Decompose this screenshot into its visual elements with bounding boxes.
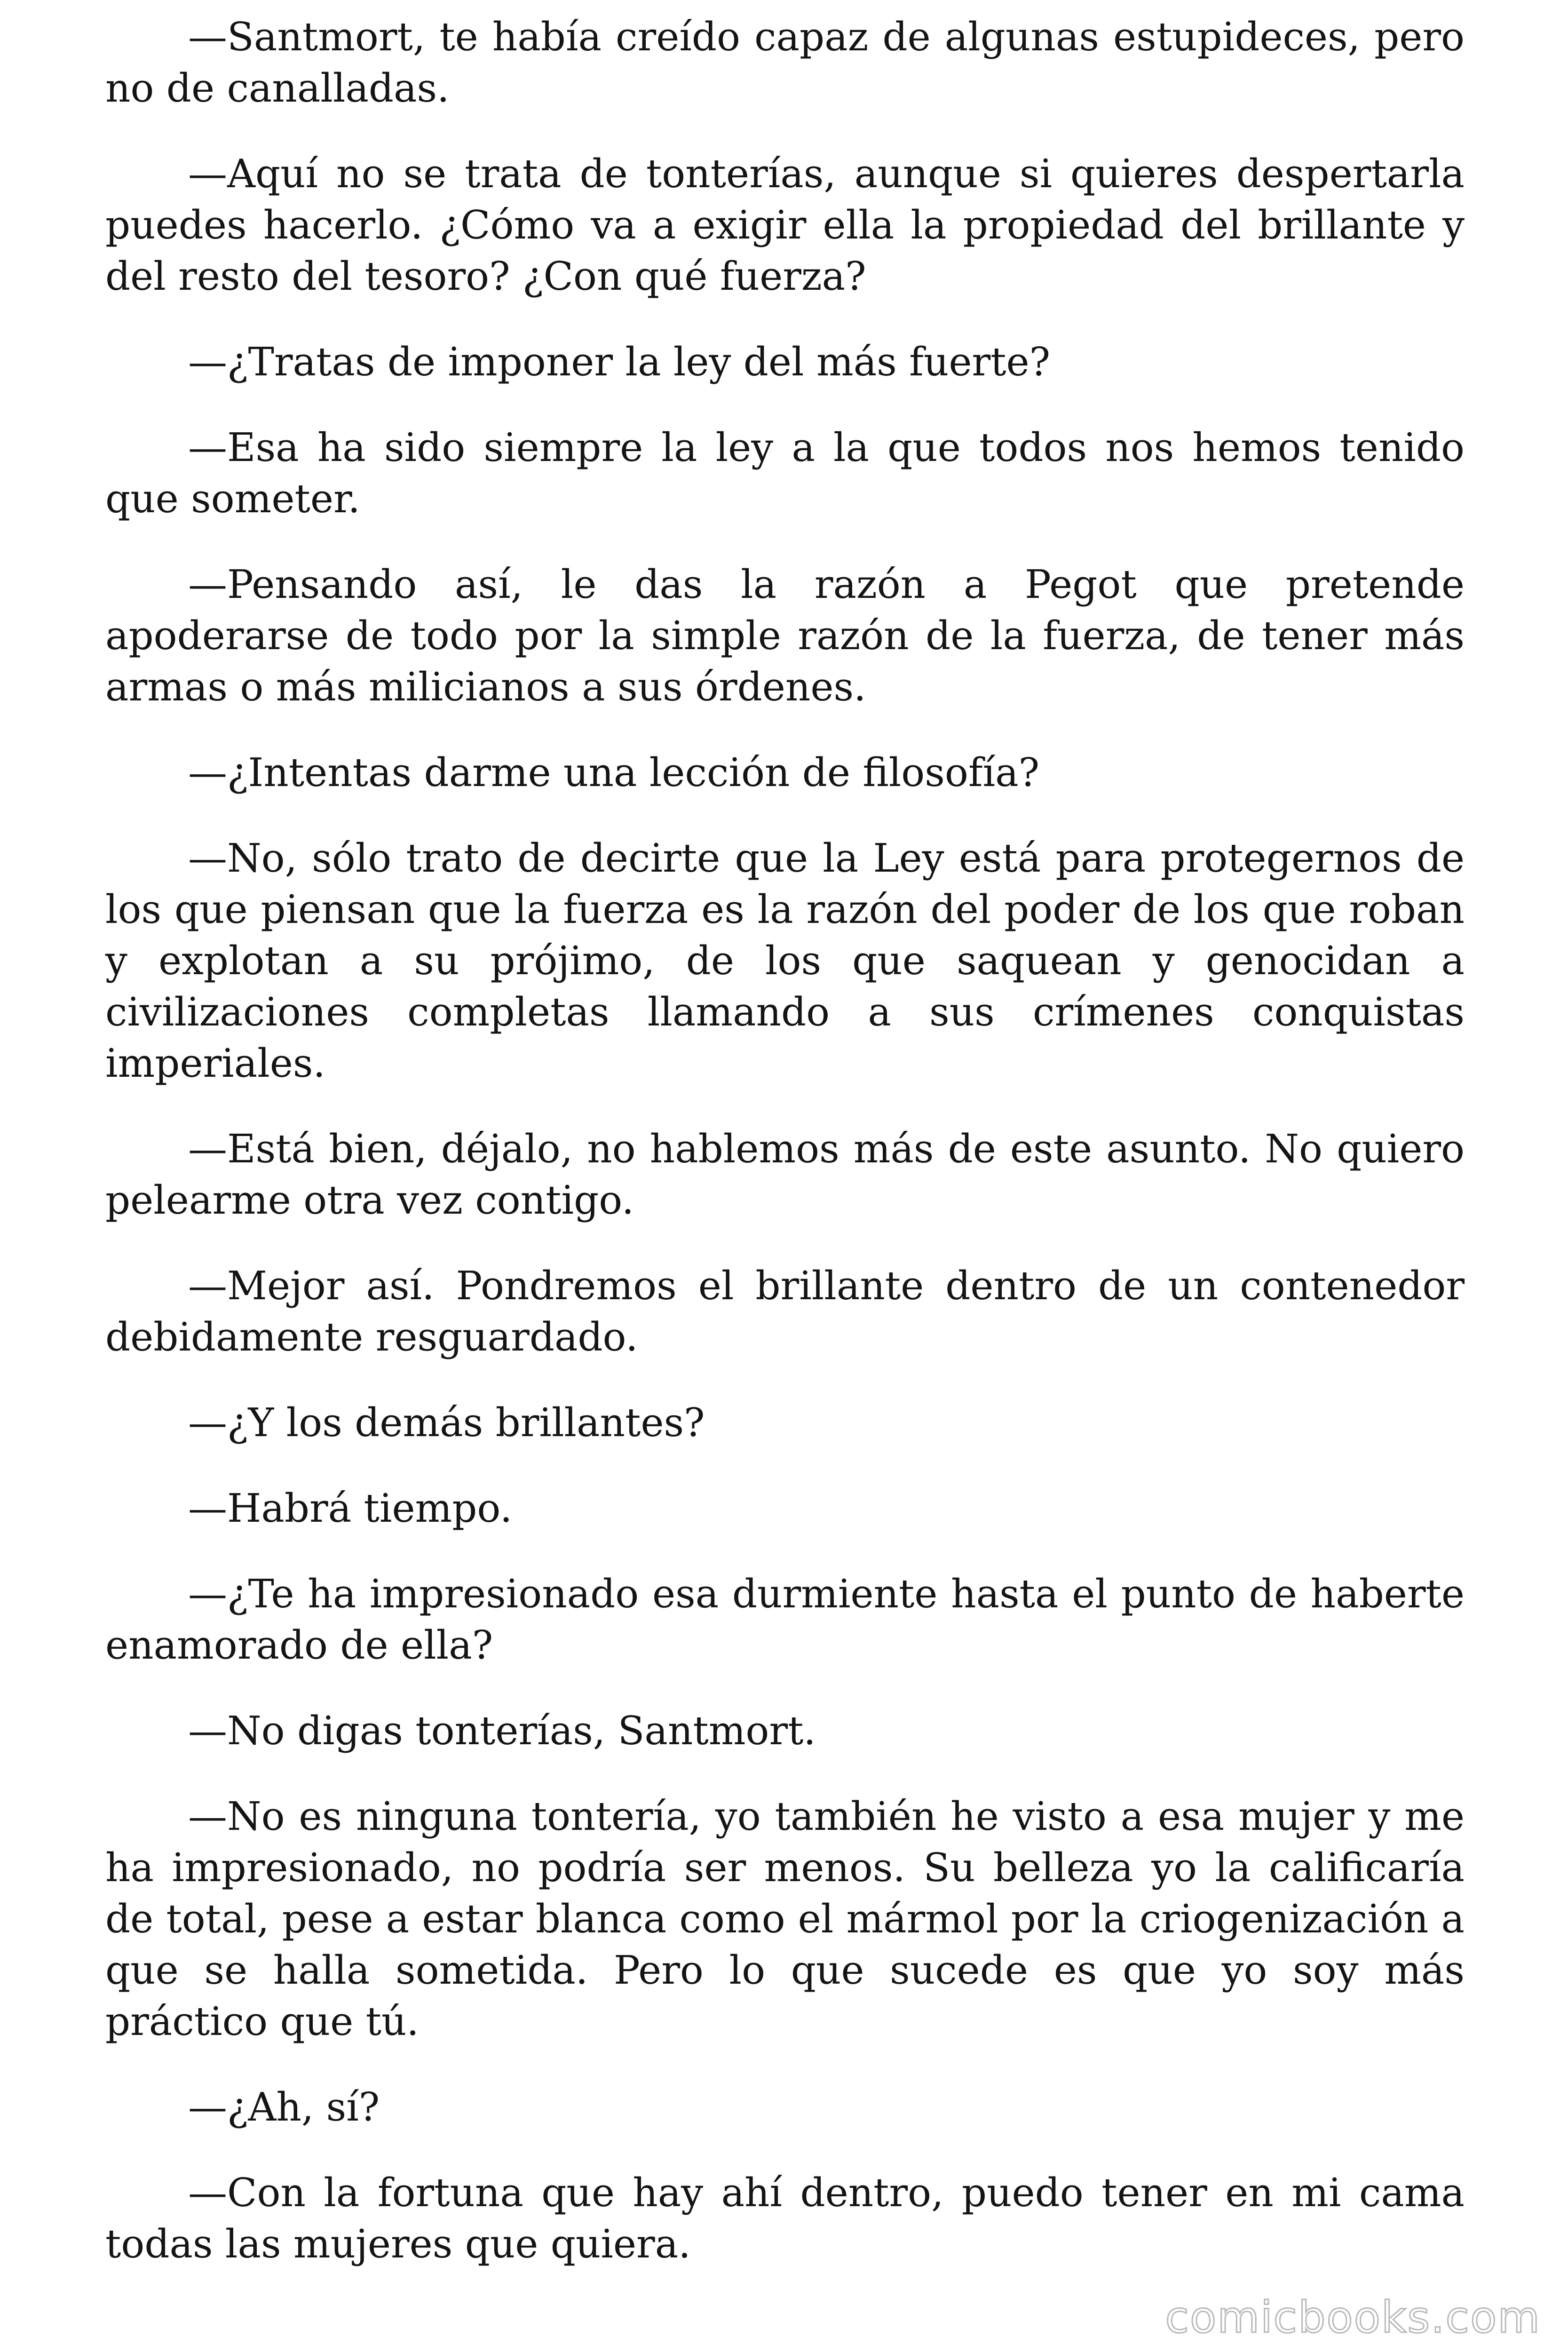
dialogue-paragraph: —No, sólo trato de decirte que la Ley está para protegernos de los que piensan que la fuerza es la razón del poder de los que roban y explotan a su prójimo, de los que saquean y genocidan a civilizaciones completas llamando a sus crímenes conquistas imperiales. xyxy=(105,835,1465,1086)
dialogue-paragraph: —Mejor así. Pondremos el brillante dentro de un contenedor debidamente resguardado. xyxy=(105,1263,1465,1360)
body-text xyxy=(105,11,1465,2304)
dialogue-paragraph: —No digas tonterías, Santmort. xyxy=(188,1708,816,1754)
dialogue-paragraph: —Está bien, déjalo, no hablemos más de este asunto. No quiero pelearme otra vez contigo. xyxy=(105,1126,1465,1223)
dialogue-paragraph: —Habrá tiempo. xyxy=(188,1486,513,1531)
dialogue-paragraph: —Aquí no se trata de tonterías, aunque si quieres despertarla puedes hacerlo. ¿Cómo va a exigir ella la propiedad del brillante y del resto del tesoro? ¿Con qué fuerza? xyxy=(105,151,1465,299)
dialogue-paragraph: —¿Ah, sí? xyxy=(188,2084,380,2130)
dialogue-paragraph: —¿Intentas darme una lección de filosofía? xyxy=(188,750,1040,795)
dialogue-paragraph: —Esa ha sido siempre la ley a la que todos nos hemos tenido que someter. xyxy=(105,425,1465,522)
dialogue-paragraph: —¿Tratas de imponer la ley del más fuerte? xyxy=(188,339,1051,385)
dialogue-paragraph: —Con la fortuna que hay ahí dentro, puedo tener en mi cama todas las mujeres que quiera. xyxy=(105,2170,1465,2267)
dialogue-paragraph: —¿Y los demás brillantes? xyxy=(188,1400,705,1446)
dialogue-paragraph: —¿Te ha impresionado esa durmiente hasta el punto de haberte enamorado de ella? xyxy=(105,1571,1465,1668)
watermark: comicbooks.com xyxy=(1165,2292,1541,2343)
dialogue-paragraph: —No es ninguna tontería, yo también he visto a esa mujer y me ha impresionado, no podría ser menos. Su belleza yo la calificaría de total, pese a estar blanca como el mármol por la criogenización a que se halla sometida. Pero lo que sucede es que yo soy más práctico que tú. xyxy=(105,1794,1465,2044)
dialogue-paragraph: —Santmort, te había creído capaz de algunas estupideces, pero no de canalladas. xyxy=(105,14,1465,111)
dialogue-paragraph: —Pensando así, le das la razón a Pegot que pretende apoderarse de todo por la simple razón de la fuerza, de tener más armas o más milicianos a sus órdenes. xyxy=(105,562,1465,710)
